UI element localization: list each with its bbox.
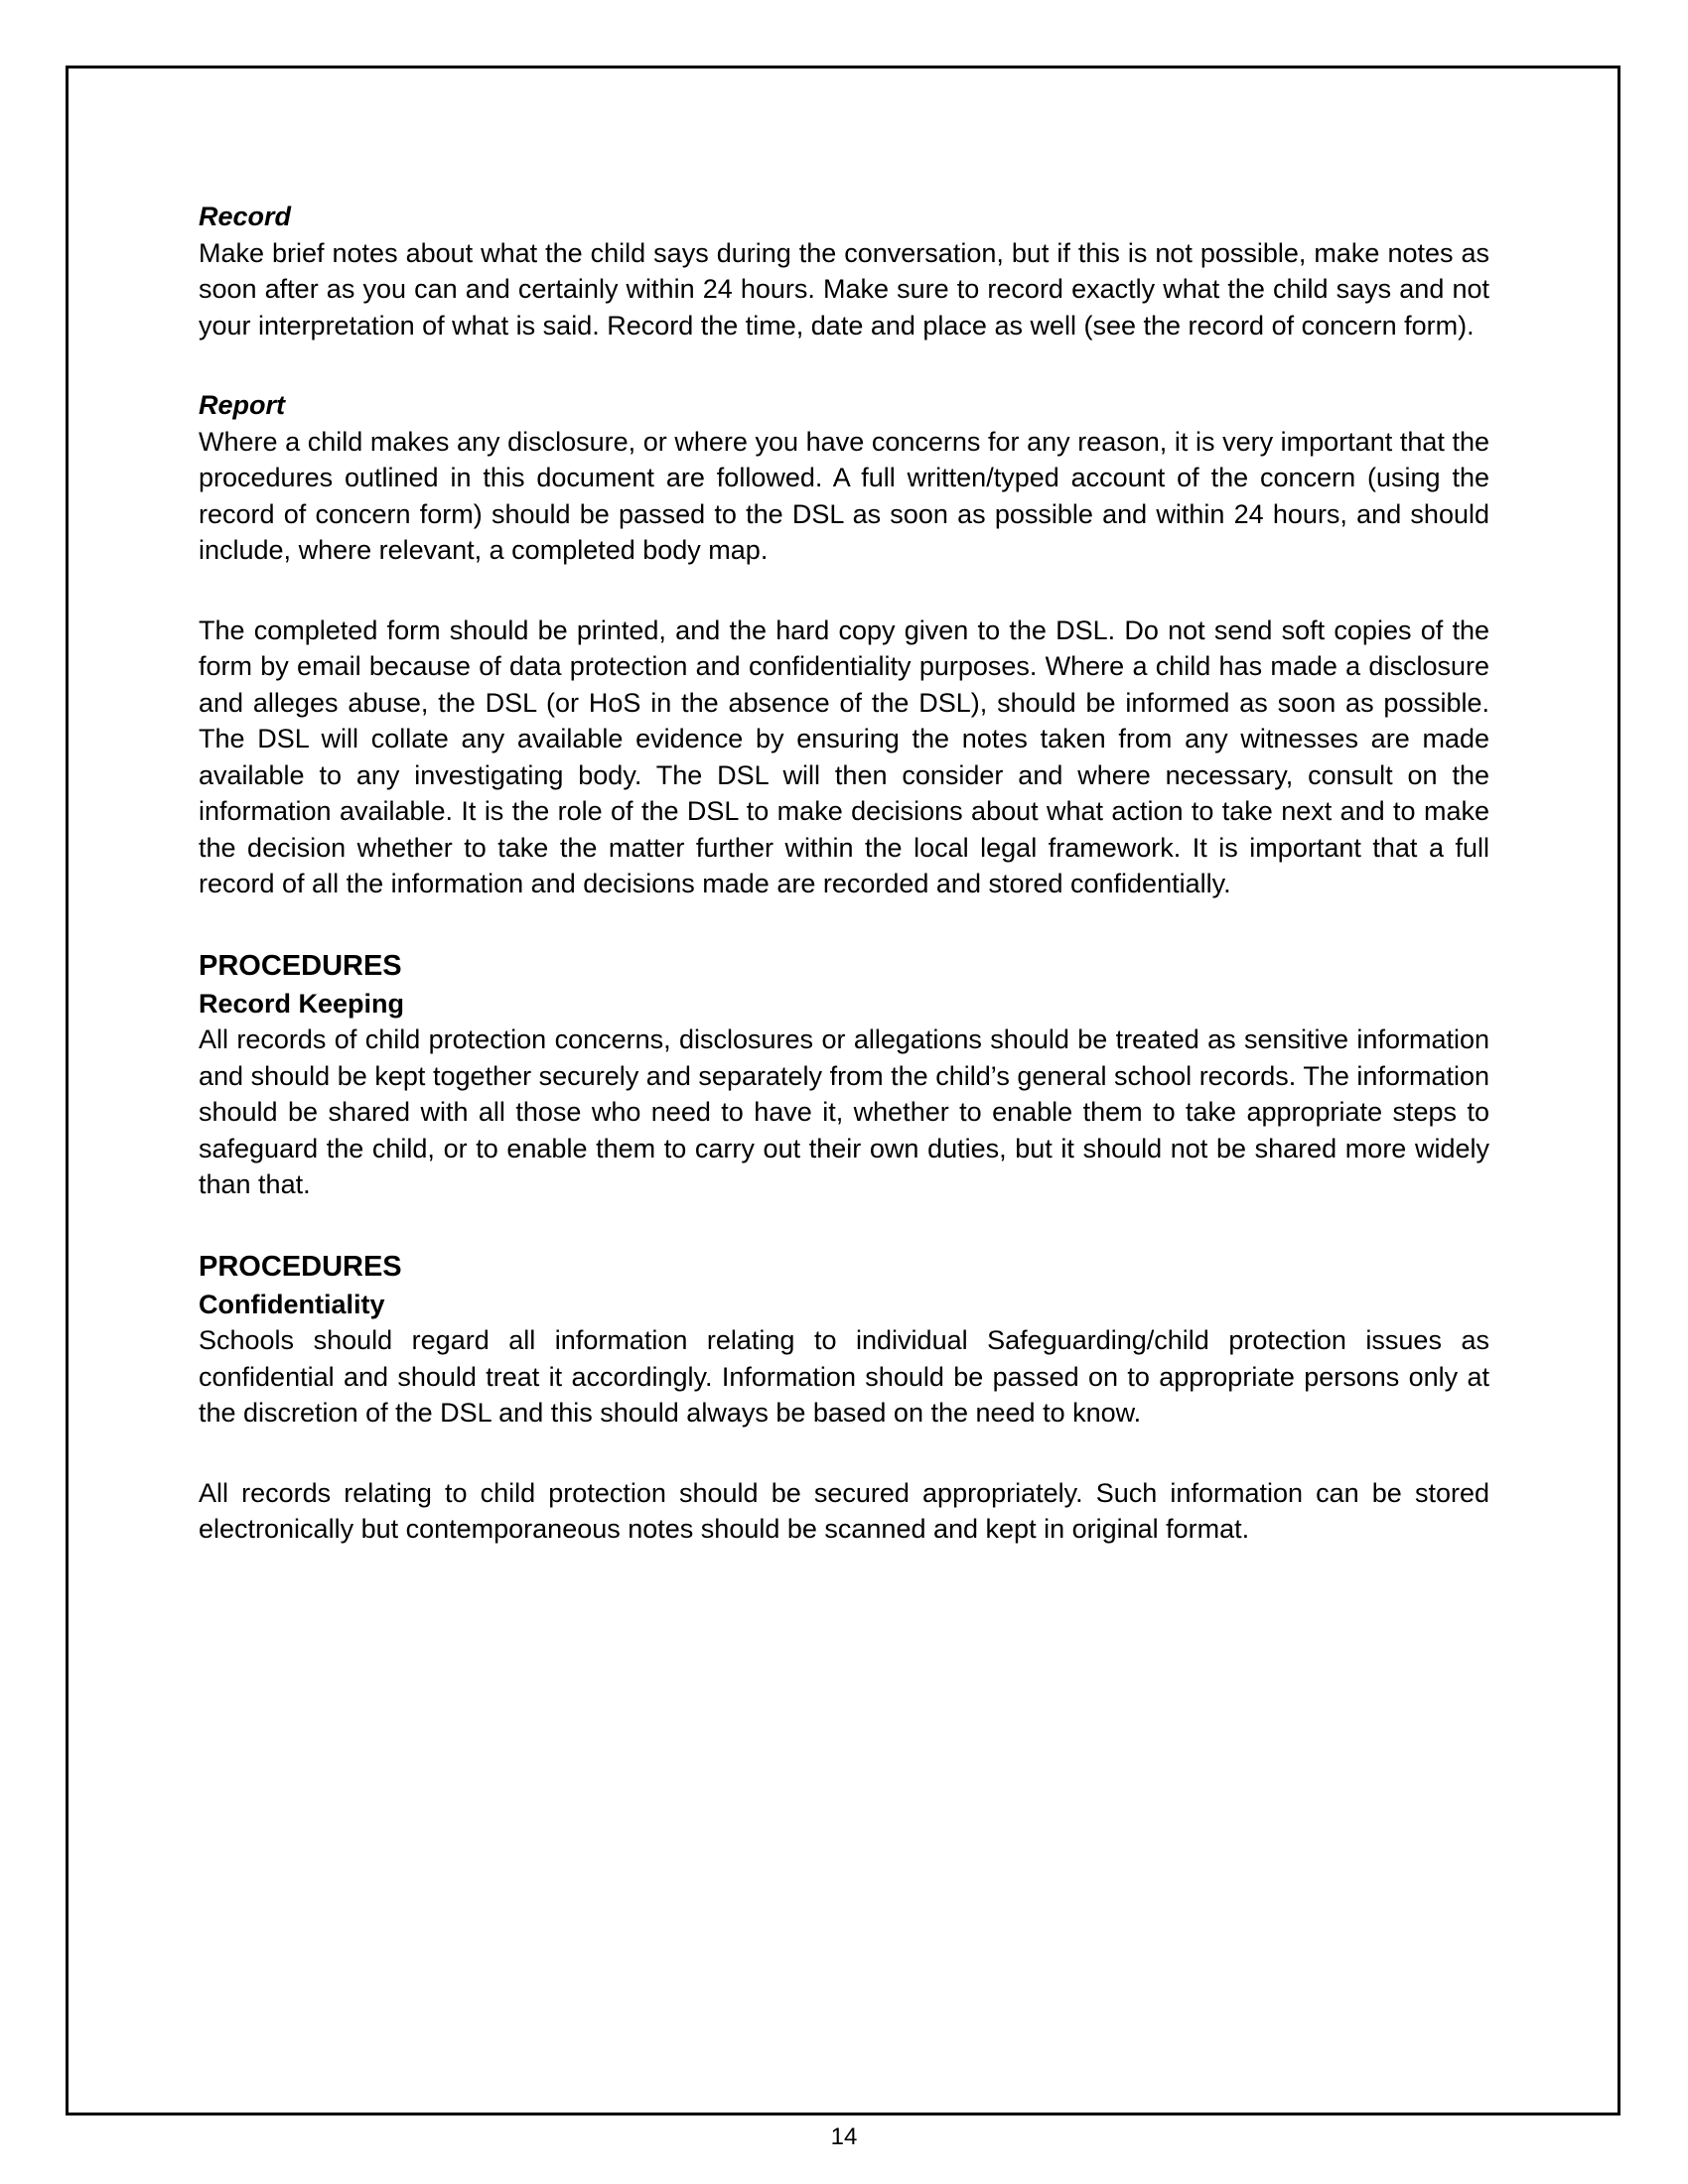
- procedures-confidentiality-section: [199, 1247, 1489, 1548]
- record-keeping-subheading: Record Keeping: [199, 988, 405, 1019]
- report-heading: Report: [199, 390, 285, 420]
- page-number: 14: [830, 2123, 858, 2150]
- record-paragraph: Make brief notes about what the child says during the conversation, but if this is not possible, make notes as soon after as you can and certainly within 24 hours. Make sure to record exactly what the child says and not your interpretation of what is said. Record the time, date and place as well (see the record of concern form).: [199, 237, 1489, 341]
- record-keeping-paragraph: All records of child protection concerns, disclosures or allegations should be treated as sensitive information and should be kept together securely and separately from the child’s general school records. The information should be shared with all those who need to have it, whether to enable them to take appropriate steps to safeguard the child, or to enable them to carry out their own duties, but it should not be shared more widely than that.: [199, 1024, 1489, 1199]
- report-paragraph: Where a child makes any disclosure, or where you have concerns for any reason, it is very important that the procedures outlined in this document are followed. A full written/typed account of the concern (using the record of concern form) should be passed to the DSL as soon as possible and within 24 hours, and should include, where relevant, a completed body map.: [199, 426, 1489, 565]
- procedures-record-keeping-section: [199, 946, 1489, 1203]
- confidentiality-subheading: Confidentiality: [199, 1289, 385, 1319]
- record-heading: Record: [199, 202, 292, 231]
- confidentiality-paragraph: Schools should regard all information relating to individual Safeguarding/child protection issues as confidential and should treat it accordingly. Information should be passed on to appropriate persons only at the discretion of the DSL and this should always be based on the need to know.: [199, 1325, 1489, 1428]
- report-paragraph-2: The completed form should be printed, and the hard copy given to the DSL. Do not send soft copies of the form by email because of data protection and confidentiality purposes. Where a child has made a disclosure and alleges abuse, the DSL (or HoS in the absence of the DSL), should be informed as soon as possible. The DSL will collate any available evidence by ensuring the notes taken from any witnesses are made available to any investigating body. The DSL will then consider and where necessary, consult on the information available. It is the role of the DSL to make decisions about what action to take next and to make the decision whether to take the matter further within the local legal framework. It is important that a full record of all the information and decisions made are recorded and stored confidentially.: [199, 614, 1489, 898]
- procedures-heading-2: PROCEDURES: [199, 1250, 402, 1283]
- report-section: [199, 387, 1489, 902]
- record-section: [199, 199, 1489, 343]
- confidentiality-paragraph-2: All records relating to child protection should be secured appropriately. Such information can be stored electronically but contemporaneous notes should be scanned and kept in original format.: [199, 1477, 1489, 1544]
- procedures-heading: PROCEDURES: [199, 949, 402, 982]
- document-body: [199, 199, 1489, 1548]
